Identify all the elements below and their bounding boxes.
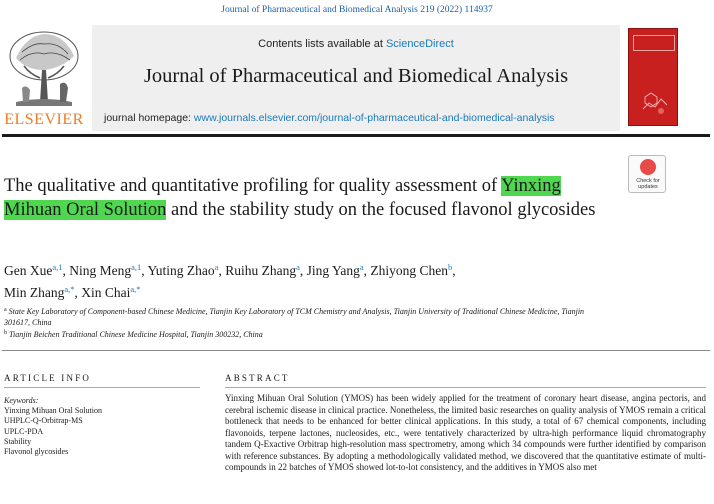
journal-title: Journal of Pharmaceutical and Biomedical Analysis: [143, 65, 569, 87]
homepage-prefix: journal homepage:: [104, 112, 194, 124]
affiliation-b: $^b$ Tianjin Beichen Traditional Chinese Medicine Hospital, Tianjin 300232, China: [4, 330, 263, 339]
keyword[interactable]: Yinxing Mihuan Oral Solution: [4, 406, 102, 416]
title-part1: The qualitative and quantitative profiling for quality assessment of: [4, 176, 502, 196]
article-info-heading: ARTICLE INFO: [4, 373, 92, 383]
abstract-heading: ABSTRACT: [225, 373, 290, 383]
author[interactable]: Jing Yang$^a$,: [306, 262, 371, 278]
journal-header: [0, 25, 714, 133]
check-updates-label: Check for updates: [636, 178, 660, 190]
keyword[interactable]: Stability: [4, 436, 32, 446]
keywords-block: [4, 396, 204, 457]
author[interactable]: Ning Meng$^{a,1}$,: [69, 262, 148, 278]
author-list: [4, 258, 624, 302]
title-highlight-2: Mihuan Oral Solution: [4, 199, 167, 220]
author[interactable]: Xin Chai$^{a,*}$: [81, 284, 141, 300]
title-part2: and the stability study on the focused flavonol glycosides: [166, 199, 596, 220]
journal-citation[interactable]: Journal of Pharmaceutical and Biomedical Analysis 219 (2022) 114937: [221, 5, 493, 15]
abstract-text: Yinxing Mihuan Oral Solution (YMOS) has been widely applied for the treatment of coronary heart disease, angina pectoris, and cerebral ischemic disease in clinical practice. Nonetheless, the limited basic researches on quality analysis of YMOS remain a critical bottleneck that needs to be enhanced for better clinical applications. In this study, a total of 67 chemical components, including flavonoids, terpene lactones, nucleosides, etc., were tentatively characterized by ultra-high performance liquid chromatography tandem Q-Exactive Orbitrap high-resolution mass spectrometry, among which 34 compounds were further identified by comparison with reference substances. By adopting a methodologically validated method, we discovered that the quantitative estimate of multi-compounds in 22 batches of YMOS showed lot-to-lot consistency, and the additives in YMOS also met: [225, 393, 706, 472]
affiliations: [4, 305, 604, 340]
article-info-rule: [4, 387, 200, 388]
affiliation-a: $^a$ State Key Laboratory of Component-based Chinese Medicine, Tianjin Key Laboratory of TCM Chemistry and Analysis, Tianjin University of Traditional Chinese Medicine, Tianjin 301617, China: [4, 307, 585, 327]
cover-molecule-art: [639, 89, 669, 117]
abstract-rule: [225, 387, 706, 388]
keyword[interactable]: UPLC-PDA: [4, 426, 44, 436]
title-highlight-1: Yinxing: [501, 176, 561, 196]
author[interactable]: Ruihu Zhang$^a$,: [225, 262, 307, 278]
cover-title-block: [633, 35, 675, 51]
article-title: [4, 175, 614, 222]
journal-cover-thumbnail[interactable]: [628, 28, 678, 126]
author[interactable]: Min Zhang$^{a,*}$,: [4, 284, 82, 300]
keyword[interactable]: UHPLC-Q-Orbitrap-MS: [4, 416, 83, 426]
journal-masthead: [92, 25, 620, 131]
check-updates-icon: [640, 159, 656, 175]
journal-homepage-line: [104, 112, 555, 124]
keyword[interactable]: Flavonol glycosides: [4, 447, 69, 457]
elsevier-wordmark: ELSEVIER: [4, 111, 84, 128]
check-for-updates-badge[interactable]: [628, 155, 666, 193]
author[interactable]: Yuting Zhao$^a$,: [147, 262, 226, 278]
journal-homepage-link[interactable]: www.journals.elsevier.com/journal-of-pharmaceutical-and-biomedical-analysis: [193, 112, 555, 124]
affiliation-divider: [2, 350, 710, 351]
sciencedirect-link[interactable]: ScienceDirect: [385, 38, 454, 50]
contents-line: [92, 38, 620, 50]
keywords-label: Keywords:: [4, 396, 39, 405]
header-divider: [2, 134, 710, 137]
author[interactable]: Zhiyong Chen$^b$,: [370, 262, 456, 278]
author[interactable]: Gen Xue$^{a,1}$,: [4, 262, 70, 278]
contents-prefix: Contents lists available at: [258, 38, 386, 50]
